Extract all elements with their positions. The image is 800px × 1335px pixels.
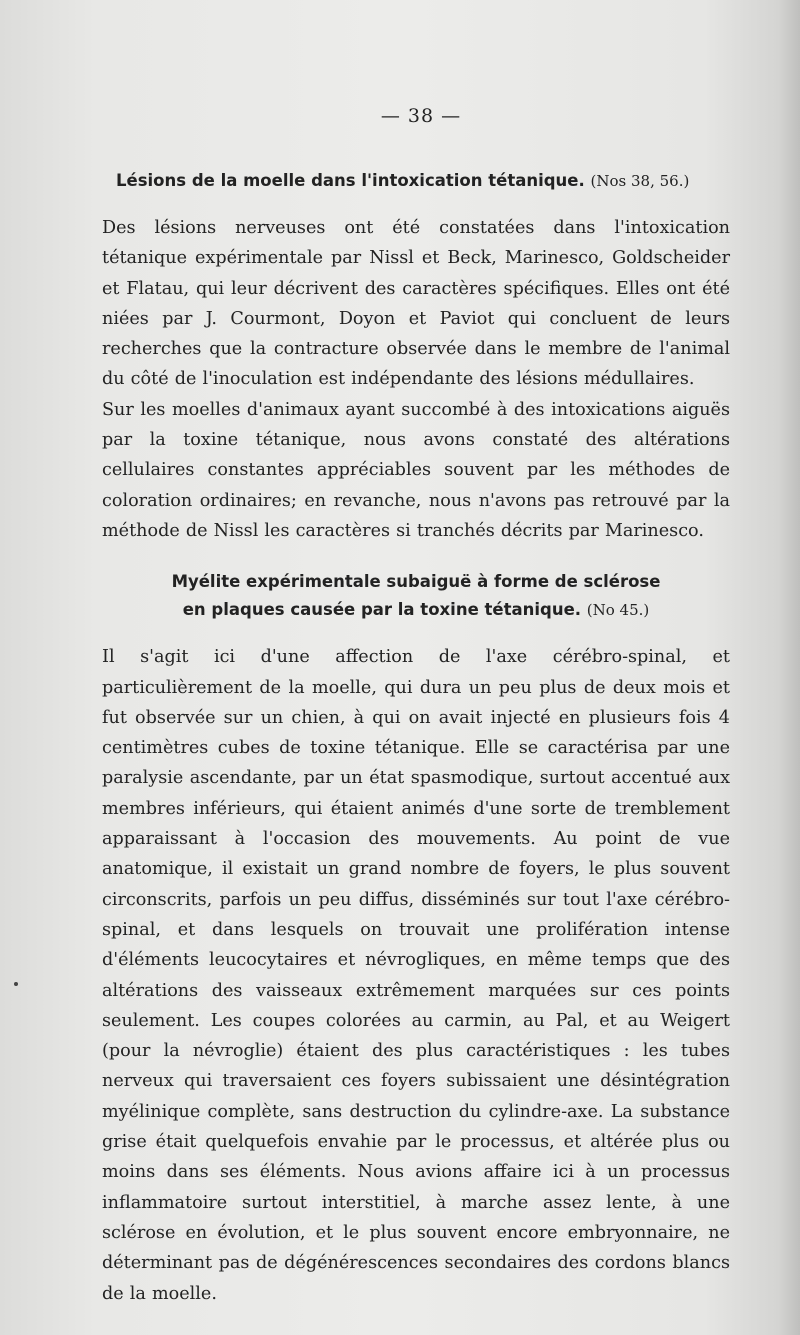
paragraph: Sur les moelles d'animaux ayant succombé à des intoxications aiguës par la toxine tétanique, nous avons constaté des altérations cellulaires constantes appréciables souvent par les méthodes de coloration ordinaires; en revanche, nous n'avons pas retrouvé par la méthode de Nissl les caractères si tranchés décrits par Marinesco. — [102, 399, 730, 541]
page-shadow-edge — [778, 0, 800, 1335]
paragraph: Il s'agit ici d'une affection de l'axe cérébro-spinal, et particulièrement de la moelle, qui dura un peu plus de deux mois et fut observée sur un chien, à qui on avait injecté en plusieurs fois 4 centimètres cubes de toxine tétanique. Elle se caractérisa par une paralysie ascendante, par un état spasmodique, surtout accentué aux membres inférieurs, qui étaient animés d'une sorte de tremblement apparaissant à l'occasion des mouvements. Au point de vue anatomique, il existait un grand nombre de foyers, le plus souvent circonscrits, parfois un peu diffus, disséminés sur tout l'axe cérébro-spinal, et dans lesquels on trouvait une prolifération intense d'éléments leucocytaires et névrogliques, en même temps que des altérations des vaisseaux extrêmement marquées sur ces points seulement. Les coupes colorées au carmin, au Pal, et au Weigert (pour la névroglie) étaient des plus caractéristiques : les tubes nerveux qui traversaient ces foyers subissaient une désintégration myélinique complète, sans destruction du cylindre-axe. La substance grise était quelquefois envahie par le processus, et altérée plus ou moins dans ses éléments. Nous avions affaire ici à un processus inflammatoire surtout interstitiel, à marche assez lente, à une sclérose en évolution, et le plus souvent encore embryonnaire, ne déterminant pas de dégénérescences secondaires des cordons blancs de la moelle. — [102, 647, 730, 1304]
section-title-text: Lésions de la moelle dans l'intoxication tétanique. — [116, 171, 585, 190]
page-content — [102, 105, 730, 1309]
section-title-line: Myélite expérimentale subaiguë à forme de sclérose — [171, 572, 661, 592]
paragraph: Des lésions nerveuses ont été constatées dans l'intoxication tétanique expérimentale par Nissl et Beck, Marinesco, Goldscheider et Flatau, qui leur décrivent des caractères spécifiques. Elles ont été niées par J. Courmont, Doyon et Paviot qui concluent de leurs recherches que la contracture observée dans le membre de l'animal du côté de l'inoculation est indépendante des lésions médullaires. — [102, 218, 730, 390]
page-number: — 38 — — [380, 105, 462, 127]
margin-speck — [14, 982, 18, 986]
section-title-myelite — [102, 568, 730, 624]
spacer — [102, 546, 730, 556]
section-title-line: en plaques causée par la toxine tétanique. — [182, 600, 582, 620]
section-reference: (Nos 38, 56.) — [590, 172, 690, 190]
section-reference: (No 45.) — [586, 601, 650, 620]
section-title-lesions — [102, 167, 730, 195]
